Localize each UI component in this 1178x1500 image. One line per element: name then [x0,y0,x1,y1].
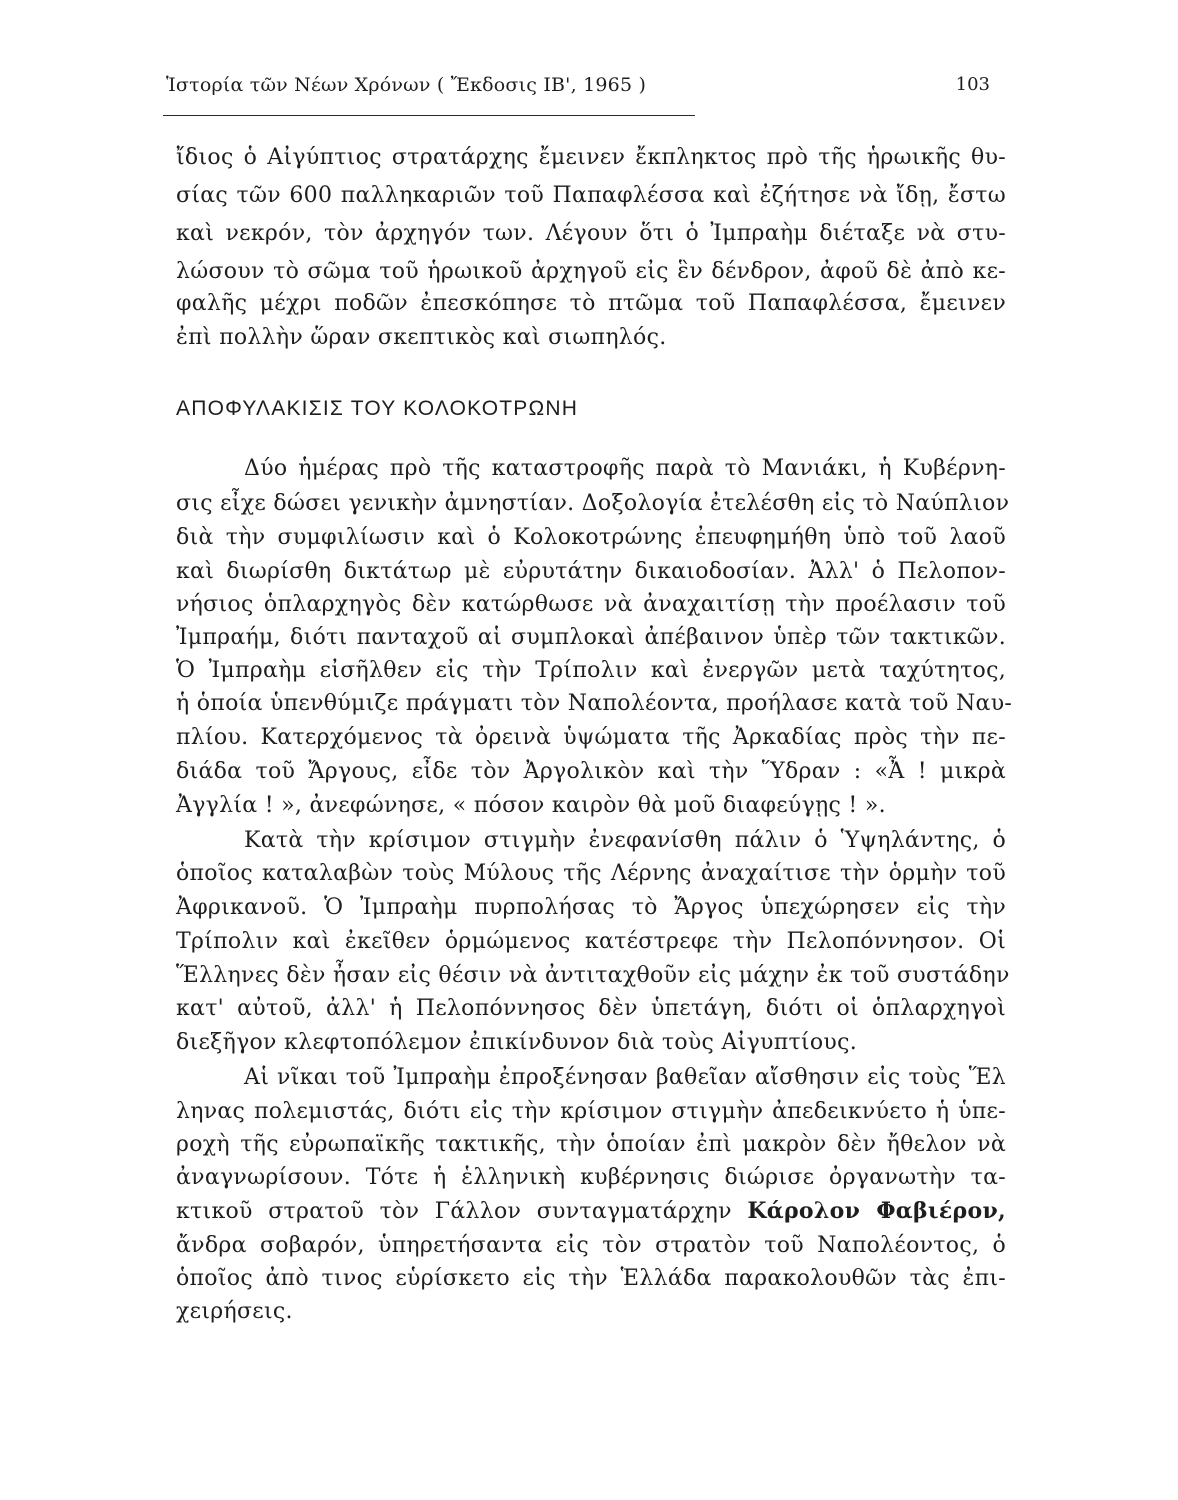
text-line: Δύο ἡμέρας πρὸ τῆς καταστροφῆς παρὰ τὸ Μανιάκι, ἡ Κυβέρνη- [244,456,1006,481]
text-line: νήσιος ὁπλαρχηγὸς δὲν κατώρθωσε νὰ ἀναχαιτίσῃ τὴν προέλασιν τοῦ [176,592,1006,617]
header-rule [163,115,695,116]
text-line: καὶ νεκρόν, τὸν ἀρχηγόν των. Λέγουν ὅτι ὁ Ἰμπραὴμ διέταξε νὰ στυ- [176,221,1006,246]
running-title: Ἱστορία τῶν Νέων Χρόνων ( Ἔκδοσις ΙΒ', 1965 ) [166,74,647,96]
text-line: σίας τῶν 600 παλληκαριῶν τοῦ Παπαφλέσσα καὶ ἐζήτησε νὰ ἴδῃ, ἔστω [176,183,1006,208]
text-line: Ἀφρικανοῦ. Ὁ Ἰμπραὴμ πυρπολήσας τὸ Ἄργος ὑπεχώρησεν εἰς τὴν [176,895,1006,920]
text-line-with-name [176,1195,1006,1228]
text-line: ἄνδρα σοβαρόν, ὑπηρετήσαντα εἰς τὸν στρατὸν τοῦ Ναπολέοντος, ὁ [176,1233,1006,1258]
text-line: ἐπὶ πολλὴν ὥραν σκεπτικὸς καὶ σιωπηλός. [176,325,667,350]
text-line: διὰ τὴν συμφιλίωσιν καὶ ὁ Κολοκοτρώνης ἐπευφημήθη ὑπὸ τοῦ λαοῦ [176,525,1006,550]
text-line: Ἀγγλία ! », ἀνεφώνησε, « πόσον καιρὸν θὰ μοῦ διαφεύγῃς ! ». [176,793,886,818]
text-line: κατ' αὐτοῦ, ἀλλ' ἡ Πελοπόννησος δὲν ὑπετάγη, διότι οἱ ὁπλαρχηγοὶ [176,996,1006,1021]
text-line: ὁποῖος ἀπὸ τινος εὑρίσκετο εἰς τὴν Ἑλλάδα παρακολουθῶν τὰς ἐπι- [176,1266,1006,1291]
text-line: Ὁ Ἰμπραὴμ εἰσῆλθεν εἰς τὴν Τρίπολιν καὶ ἐνεργῶν μετὰ ταχύτητος, [176,658,1006,683]
text-line: ἡ ὁποία ὑπενθύμιζε πράγματι τὸν Ναπολέοντα, προήλασε κατὰ τοῦ Ναυ- [176,691,1013,716]
section-heading: ΑΠΟΦΥΛΑΚΙΣΙΣ ΤΟΥ ΚΟΛΟΚΟΤΡΩΝΗ [176,397,579,420]
text-line: φαλῆς μέχρι ποδῶν ἐπεσκόπησε τὸ πτῶμα τοῦ Παπαφλέσσα, ἔμεινεν [176,291,1006,316]
text-line: πλίου. Κατερχόμενος τὰ ὀρεινὰ ὑψώματα τῆς Ἀρκαδίας πρὸς τὴν πε- [176,725,1006,750]
text-line: Ἰμπραήμ, διότι πανταχοῦ αἱ συμπλοκαὶ ἀπέβαινον ὑπὲρ τῶν τακτικῶν. [176,625,1006,650]
bold-name: Κάρολον Φαβιέρον, [747,1198,1006,1224]
text-line: καὶ διωρίσθη δικτάτωρ μὲ εὐρυτάτην δικαιοδοσίαν. Ἀλλ' ὁ Πελοπον- [176,559,1006,584]
running-head [166,74,992,104]
text-line: λώσουν τὸ σῶμα τοῦ ἡρωικοῦ ἀρχηγοῦ εἰς ἓν δένδρον, ἀφοῦ δὲ ἀπὸ κε- [176,259,1006,284]
text-fragment: κτικοῦ στρατοῦ τὸν Γάλλον συνταγματάρχην [176,1199,732,1224]
text-line: ἀναγνωρίσουν. Τότε ἡ ἑλληνικὴ κυβέρνησις διώρισε ὀργανωτὴν τα- [176,1165,1006,1190]
text-line: ἴδιος ὁ Αἰγύπτιος στρατάρχης ἔμεινεν ἔκπληκτος πρὸ τῆς ἡρωικῆς θυ- [176,145,1006,170]
text-line: ὁποῖος καταλαβὼν τοὺς Μύλους τῆς Λέρνης ἀναχαίτισε τὴν ὁρμὴν τοῦ [176,861,1006,886]
text-line: Ἕλληνες δὲν ἦσαν εἰς θέσιν νὰ ἀντιταχθοῦν εἰς μάχην ἐκ τοῦ συστάδην [176,963,1010,988]
text-line: Αἱ νῖκαι τοῦ Ἰμπραὴμ ἐπροξένησαν βαθεῖαν αἴσθησιν εἰς τοὺς Ἕλ [244,1065,1006,1090]
text-line: ροχὴ τῆς εὐρωπαϊκῆς τακτικῆς, τὴν ὁποίαν ἐπὶ μακρὸν δὲν ἤθελον νὰ [176,1132,1006,1157]
text-line: ληνας πολεμιστάς, διότι εἰς τὴν κρίσιμον στιγμὴν ἀπεδεικνύετο ἡ ὑπε- [176,1099,1006,1124]
page-number: 103 [955,74,990,95]
text-line: Κατὰ τὴν κρίσιμον στιγμὴν ἐνεφανίσθη πάλιν ὁ Ὑψηλάντης, ὁ [244,828,1006,853]
text-line: διάδα τοῦ Ἄργους, εἶδε τὸν Ἀργολικὸν καὶ τὴν Ὕδραν : «Ἆ ! μικρὰ [176,759,1006,784]
text-line: χειρήσεις. [176,1299,293,1324]
text-line: διεξῆγον κλεφτοπόλεμον ἐπικίνδυνον διὰ τοὺς Αἰγυπτίους. [176,1030,857,1055]
text-line: Τρίπολιν καὶ ἐκεῖθεν ὁρμώμενος κατέστρεφε τὴν Πελοπόννησον. Οἱ [176,929,1006,954]
text-line: σις εἶχε δώσει γενικὴν ἀμνηστίαν. Δοξολογία ἐτελέσθη εἰς τὸ Ναύπλιον [176,491,1010,516]
